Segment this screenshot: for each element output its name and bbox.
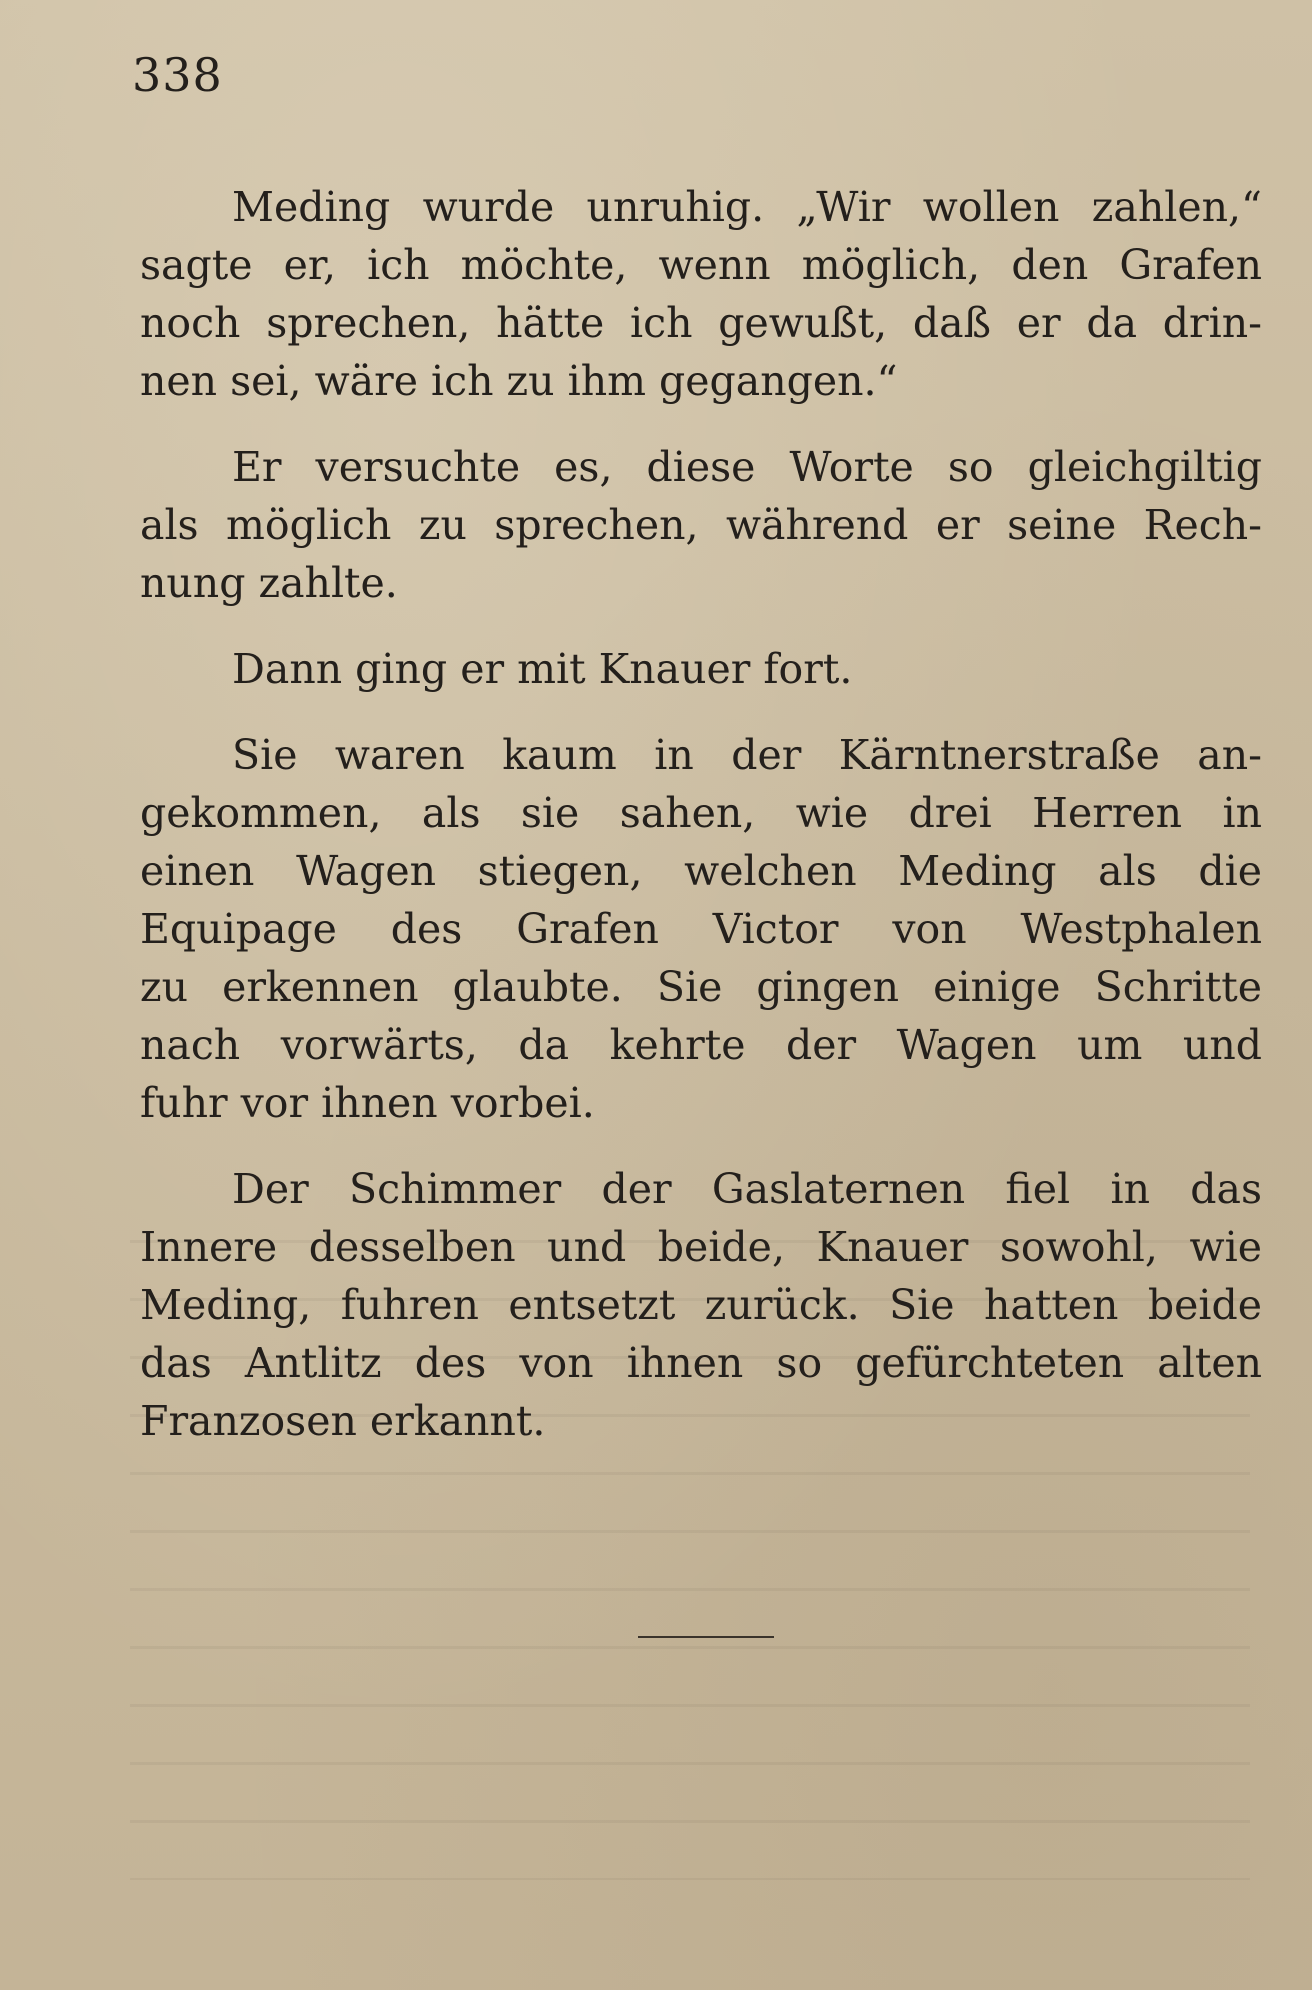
text-line: noch sprechen, hätte ich gewußt, daß er da drin- (140, 299, 1262, 347)
text-line: einen Wagen stiegen, welchen Meding als die (140, 847, 1262, 895)
text-line: Innere desselben und beide, Knauer sowohl, wie (140, 1223, 1262, 1271)
paragraph-5 (140, 1160, 1262, 1450)
paragraph-3 (140, 640, 1262, 698)
text-line: gekommen, als sie sahen, wie drei Herren in (140, 789, 1262, 837)
paragraph-4 (140, 726, 1262, 1132)
text-line: Sie waren kaum in der Kärntnerstraße an- (232, 731, 1262, 779)
text-line: nen sei, wäre ich zu ihm gegangen.“ (140, 357, 898, 405)
text-line: Meding, fuhren entsetzt zurück. Sie hatten beide (140, 1281, 1262, 1329)
text-line: Dann ging er mit Knauer fort. (232, 645, 853, 693)
text-line: nach vorwärts, da kehrte der Wagen um und (140, 1021, 1262, 1069)
text-line: Equipage des Grafen Victor von Westphalen (140, 905, 1262, 953)
section-end-rule (638, 1636, 774, 1638)
text-line: sagte er, ich möchte, wenn möglich, den Grafen (140, 241, 1262, 289)
paragraph-2 (140, 438, 1262, 612)
text-line: Er versuchte es, diese Worte so gleichgiltig (232, 443, 1262, 491)
paragraph-1 (140, 178, 1262, 410)
text-line: fuhr vor ihnen vorbei. (140, 1079, 595, 1127)
text-line: zu erkennen glaubte. Sie gingen einige Schritte (140, 963, 1262, 1011)
text-line: Der Schimmer der Gaslaternen fiel in das (232, 1165, 1262, 1213)
text-line: Franzosen erkannt. (140, 1397, 546, 1445)
text-line: Meding wurde unruhig. „Wir wollen zahlen,“ (232, 183, 1262, 231)
body-text (140, 178, 1262, 1478)
text-line: nung zahlte. (140, 559, 398, 607)
page-number: 338 (132, 48, 223, 102)
text-line: als möglich zu sprechen, während er seine Rech- (140, 501, 1262, 549)
text-line: das Antlitz des von ihnen so gefürchteten alten (140, 1339, 1262, 1387)
